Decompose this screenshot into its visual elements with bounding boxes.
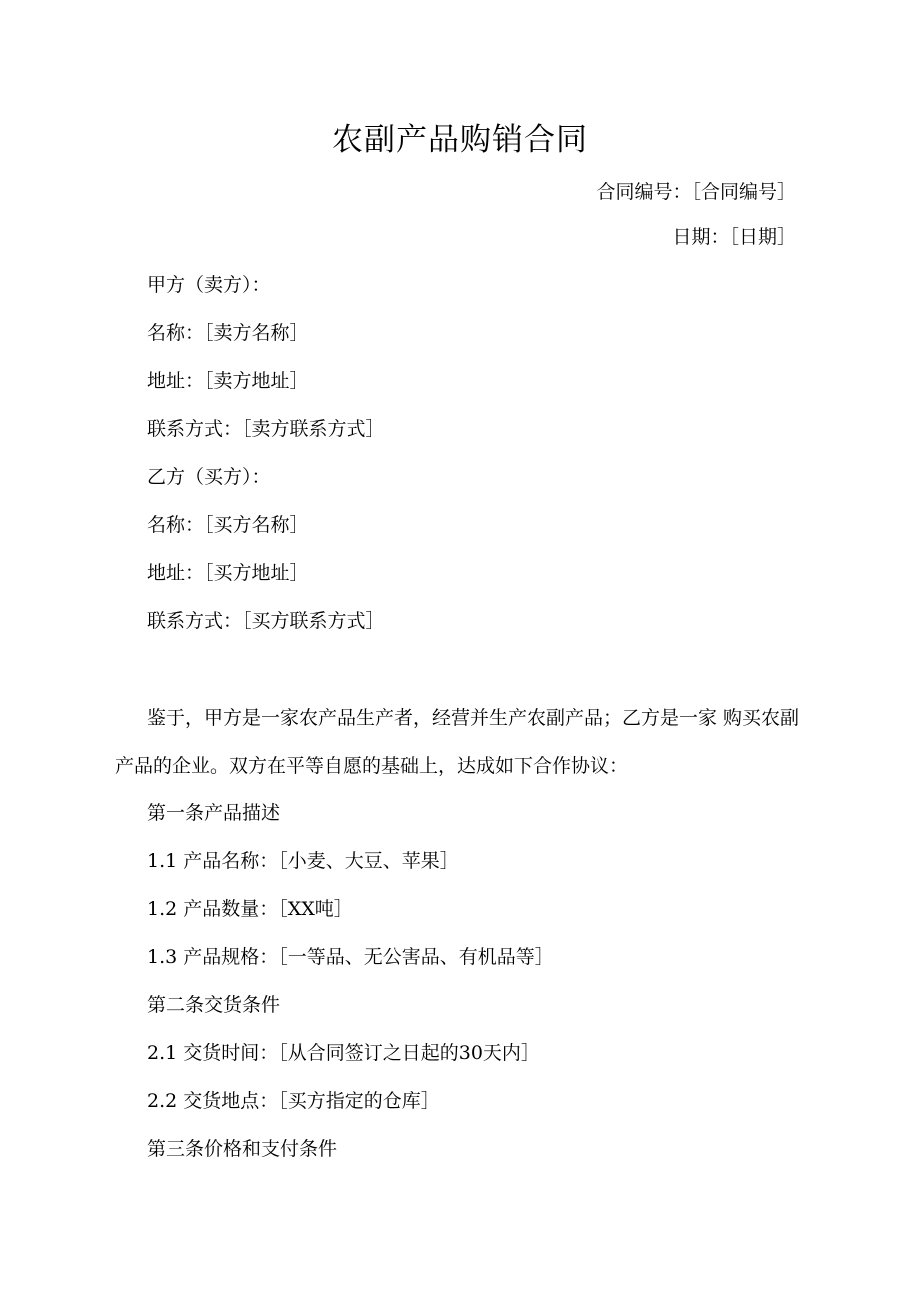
party-b-address: 地址：［买方地址］ <box>147 562 309 584</box>
contract-date: 日期：［日期］ <box>672 226 796 248</box>
article-1-item: 1.1 产品名称：［小麦、大豆、苹果］ <box>147 850 459 872</box>
article-1-item: 1.3 产品规格：［一等品、无公害品、有机品等］ <box>147 946 554 968</box>
document-title: 农副产品购销合同 <box>332 122 588 158</box>
preamble-paragraph: 鉴于，甲方是一家农产品生产者，经营并生产农副产品；乙方是一家 购买农副产品的企业。双方在平等自愿的基础上，达成如下合作协议： <box>115 707 800 777</box>
article-2-item: 2.2 交货地点：［买方指定的仓库］ <box>147 1090 440 1112</box>
article-1-heading: 第一条产品描述 <box>147 802 281 824</box>
article-1-item: 1.2 产品数量：［XX吨］ <box>147 898 353 920</box>
article-3-heading: 第三条价格和支付条件 <box>147 1138 338 1160</box>
party-b-heading: 乙方（买方）： <box>147 466 271 488</box>
article-2-item: 2.1 交货时间：［从合同签订之日起的30天内］ <box>147 1042 540 1064</box>
party-a-contact: 联系方式：［卖方联系方式］ <box>147 418 385 440</box>
party-b-name: 名称：［买方名称］ <box>147 514 309 536</box>
party-a-heading: 甲方（卖方）： <box>147 274 271 296</box>
contract-number: 合同编号：［合同编号］ <box>596 181 796 203</box>
party-a-address: 地址：［卖方地址］ <box>147 370 309 392</box>
party-a-name: 名称：［卖方名称］ <box>147 322 309 344</box>
party-b-contact: 联系方式：［买方联系方式］ <box>147 610 385 632</box>
article-2-heading: 第二条交货条件 <box>147 994 281 1016</box>
